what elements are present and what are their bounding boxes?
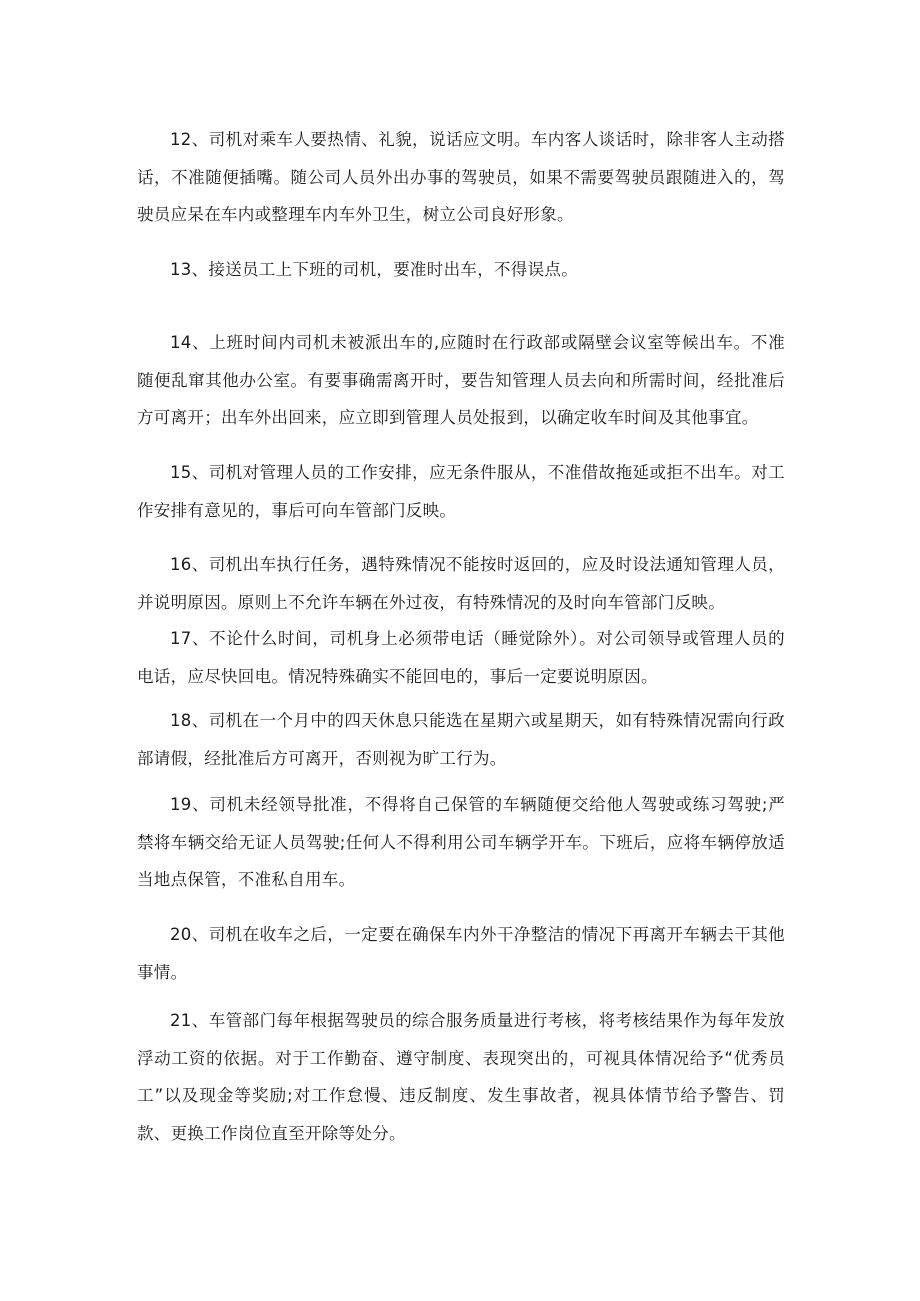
rule-paragraph-14: 14、上班时间内司机未被派出车的,应随时在行政部或隔壁会议室等候出车。不准随便乱窜其他办公室。有要事确需离开时，要告知管理人员去向和所需时间，经批准后方可离开；出车外出回来，应立即到管理人员处报到，以确定收车时间及其他事宜。 [137, 333, 785, 427]
rule-paragraph-17: 17、不论什么时间，司机身上必须带电话（睡觉除外）。对公司领导或管理人员的电话，应尽快回电。情况特殊确实不能回电的，事后一定要说明原因。 [137, 629, 785, 686]
rule-paragraph-12: 12、司机对乘车人要热情、礼貌，说话应文明。车内客人谈话时，除非客人主动搭话，不准随便插嘴。随公司人员外出办事的驾驶员，如果不需要驾驶员跟随进入的，驾驶员应呆在车内或整理车内车外卫生，树立公司良好形象。 [137, 130, 785, 224]
rule-paragraph-19: 19、司机未经领导批准，不得将自己保管的车辆随便交给他人驾驶或练习驾驶;严禁将车辆交给无证人员驾驶;任何人不得利用公司车辆学开车。下班后，应将车辆停放适当地点保管，不准私自用车。 [137, 795, 785, 889]
rule-paragraph-16: 16、司机出车执行任务，遇特殊情况不能按时返回的，应及时设法通知管理人员，并说明原因。原则上不允许车辆在外过夜，有特殊情况的及时向车管部门反映。 [137, 555, 785, 612]
rule-paragraph-21: 21、车管部门每年根据驾驶员的综合服务质量进行考核，将考核结果作为每年发放浮动工资的依据。对于工作勤奋、遵守制度、表现突出的，可视具体情况给予“优秀员工”以及现金等奖励;对工作怠慢、违反制度、发生事故者，视具体情节给予警告、罚款、更换工作岗位直至开除等处分。 [137, 1011, 785, 1143]
rule-paragraph-18: 18、司机在一个月中的四天休息只能选在星期六或星期天，如有特殊情况需向行政部请假，经批准后方可离开，否则视为旷工行为。 [137, 711, 785, 768]
rule-paragraph-15: 15、司机对管理人员的工作安排，应无条件服从，不准借故拖延或拒不出车。对工作安排有意见的，事后可向车管部门反映。 [137, 463, 785, 520]
rule-paragraph-20: 20、司机在收车之后，一定要在确保车内外干净整洁的情况下再离开车辆去干其他事情。 [137, 925, 785, 982]
rule-paragraph-13: 13、接送员工上下班的司机，要准时出车，不得误点。 [170, 260, 578, 279]
